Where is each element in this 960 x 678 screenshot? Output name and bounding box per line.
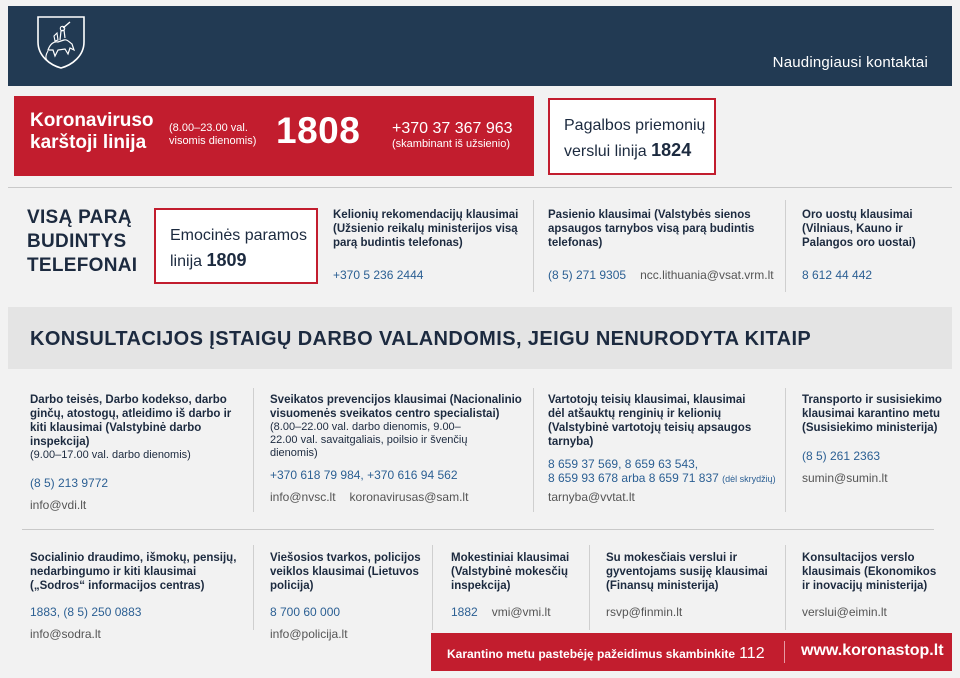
divider <box>785 545 786 630</box>
contact-airports <box>802 208 947 282</box>
contact-email[interactable]: info@nvsc.lt <box>270 490 336 504</box>
divider <box>8 187 952 188</box>
contact-email[interactable]: verslui@eimin.lt <box>802 605 887 619</box>
divider <box>533 388 534 512</box>
contact-phone-line <box>451 605 583 619</box>
business-support-label: Pagalbos priemonių verslui linija <box>564 117 706 160</box>
contact-email-line <box>270 490 528 504</box>
contact-phone[interactable]: (8 5) 261 2363 <box>802 449 881 463</box>
contact-labour <box>30 393 245 512</box>
contact-email[interactable]: info@sodra.lt <box>30 627 101 641</box>
hotline-banner <box>14 96 534 176</box>
contact-phone-2-line <box>548 471 783 486</box>
contact-phone[interactable]: (8 5) 271 9305 <box>548 268 627 282</box>
contact-email-2[interactable]: koronavirusas@sam.lt <box>349 490 469 504</box>
website-link[interactable]: www.koronastop.lt <box>801 642 944 659</box>
contact-sodra <box>30 551 245 641</box>
hotline-intl-note: (skambinant iš užsienio) <box>392 138 510 150</box>
hotline-hours: (8.00–23.00 val. visomis dienomis) <box>169 122 257 147</box>
divider <box>589 545 590 630</box>
contact-phone[interactable]: 8 612 44 442 <box>802 268 873 282</box>
emotional-support-text <box>170 224 318 274</box>
page-title: Naudingiausi kontaktai <box>772 54 928 71</box>
contact-finmin <box>606 551 781 619</box>
contact-title: Vartotojų teisių klausimai, klausimai dėl atšauktų renginių ir kelionių (Valstybinė vartotojų teisių apsaugos tarnyba) <box>548 394 752 448</box>
contact-tax <box>451 551 583 619</box>
divider <box>432 545 433 630</box>
contact-phone[interactable]: +370 618 79 984, +370 616 94 562 <box>270 468 458 482</box>
contact-title: Kelionių rekomendacijų klausimai (Užsienio reikalų ministerijos visą parą budintis telefonas) <box>333 209 519 249</box>
divider <box>253 388 254 512</box>
contact-note: (9.00–17.00 val. darbo dienomis) <box>30 449 191 461</box>
contact-phone[interactable]: 1883, (8 5) 250 0883 <box>30 605 142 619</box>
contact-eimin <box>802 551 947 619</box>
hotline-number[interactable]: 1808 <box>276 110 361 151</box>
contact-phone[interactable]: +370 5 236 2444 <box>333 268 424 282</box>
contact-phone-2-note: (dėl skrydžių) <box>722 474 776 484</box>
contact-title: Sveikatos prevencijos klausimai (Nacionalinio visuomenės sveikatos centro specialistai) <box>270 394 522 420</box>
contact-email[interactable]: sumin@sumin.lt <box>802 471 888 485</box>
contact-phone[interactable]: 8 700 60 000 <box>270 605 341 619</box>
contact-phone-line <box>548 268 778 282</box>
contact-phone[interactable]: 1882 <box>451 605 478 619</box>
hotline-name: Koronaviruso karštoji linija <box>30 110 154 153</box>
business-support-text <box>564 114 714 164</box>
contact-title: Viešosios tvarkos, policijos veiklos klausimai (Lietuvos policija) <box>270 552 421 592</box>
contact-title: Oro uostų klausimai (Vilniaus, Kauno ir Palangos oro uostai) <box>802 209 916 249</box>
contact-title: Pasienio klausimai (Valstybės sienos apsaugos tarnybos visą parą budintis telefonas) <box>548 209 755 249</box>
contact-phone[interactable]: (8 5) 213 9772 <box>30 476 109 490</box>
divider <box>533 200 534 292</box>
hotline-intl-number[interactable]: +370 37 367 963 <box>392 120 513 137</box>
contact-note: (8.00–22.00 val. darbo dienomis, 9.00–22.00 val. savaitgaliais, poilsio ir švenčių dienomis) <box>270 421 468 459</box>
contact-title: Darbo teisės, Darbo kodekso, darbo ginčų, atostogų, atleidimo iš darbo ir kiti klausimai (Valstybinė darbo inspekcija) <box>30 394 232 448</box>
business-support-box <box>548 98 716 175</box>
header-bar <box>8 6 952 86</box>
vytis-coat-of-arms-icon <box>34 14 88 70</box>
divider <box>785 200 786 292</box>
contact-title: Socialinio draudimo, išmokų, pensijų, nedarbingumo ir kiti klausimai („Sodros“ informacijos centras) <box>30 552 237 592</box>
divider <box>22 529 934 530</box>
emotional-support-box <box>154 208 318 284</box>
contact-police <box>270 551 425 641</box>
contact-email[interactable]: ncc.lithuania@vsat.vrm.lt <box>640 268 774 282</box>
contact-border <box>548 208 778 282</box>
contact-title: Transporto ir susisiekimo klausimai karantino metu (Susisiekimo ministerija) <box>802 394 942 434</box>
divider <box>784 641 785 663</box>
report-number[interactable]: 112 <box>739 645 765 662</box>
emotional-support-number[interactable]: 1809 <box>206 250 247 270</box>
contact-email[interactable]: info@vdi.lt <box>30 498 87 512</box>
contact-health <box>270 393 528 504</box>
contact-phone[interactable]: 8 659 37 569, 8 659 63 543, <box>548 457 699 471</box>
emotional-support-label: Emocinės paramos linija <box>170 227 307 270</box>
contact-email[interactable]: rsvp@finmin.lt <box>606 605 683 619</box>
contact-title: Su mokesčiais verslui ir gyventojams susiję klausimai (Finansų ministerija) <box>606 552 768 592</box>
contact-consumer <box>548 393 783 504</box>
contact-email[interactable]: vmi@vmi.lt <box>491 605 551 619</box>
divider <box>785 388 786 512</box>
contact-email[interactable]: info@policija.lt <box>270 627 348 641</box>
contact-travel <box>333 208 528 282</box>
report-bar <box>431 633 952 671</box>
contact-title: Konsultacijos verslo klausimais (Ekonomikos ir inovacijų ministerija) <box>802 552 937 592</box>
contact-email[interactable]: tarnyba@vvtat.lt <box>548 490 635 504</box>
contact-phone-2[interactable]: 8 659 93 678 arba 8 659 71 837 <box>548 471 719 485</box>
report-text: Karantino metu pastebėję pažeidimus skambinkite <box>447 647 736 661</box>
contact-transport <box>802 393 947 485</box>
business-support-number[interactable]: 1824 <box>651 140 692 160</box>
report-text-line <box>447 645 765 663</box>
contact-title: Mokestiniai klausimai (Valstybinė mokesčių inspekcija) <box>451 552 570 592</box>
section-title-247: VISĄ PARĄ BUDINTYS TELEFONAI <box>27 207 138 276</box>
section-title-consult: KONSULTACIJOS ĮSTAIGŲ DARBO VALANDOMIS, JEIGU NENURODYTA KITAIP <box>30 328 812 350</box>
divider <box>253 545 254 630</box>
